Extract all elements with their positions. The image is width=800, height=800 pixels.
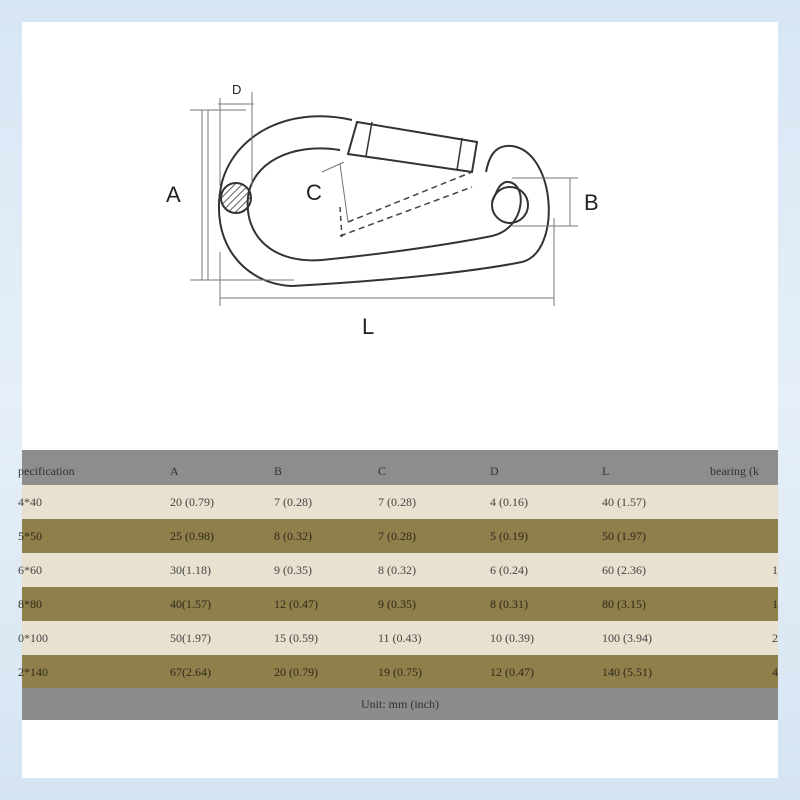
cell-d: 12 (0.47): [490, 665, 534, 679]
cell-b: 15 (0.59): [274, 631, 318, 645]
table-row: [18, 655, 778, 689]
cell-spec: 2*140: [18, 665, 48, 679]
cell-b: 20 (0.79): [274, 665, 318, 679]
cell-spec: 8*80: [18, 597, 42, 611]
cell-d: 5 (0.19): [490, 529, 528, 543]
product-image-frame: [18, 22, 778, 778]
cell-a: 30(1.18): [170, 563, 211, 577]
cell-d: 6 (0.24): [490, 563, 528, 577]
cell-l: 50 (1.97): [602, 529, 646, 543]
carabiner-inner-outline: [248, 148, 521, 260]
cell-a: 20 (0.79): [170, 495, 214, 509]
cell-c: 7 (0.28): [378, 529, 416, 543]
cell-b: 9 (0.35): [274, 563, 312, 577]
cell-c: 8 (0.32): [378, 563, 416, 577]
cell-a: 40(1.57): [170, 597, 211, 611]
cell-spec: 4*40: [18, 495, 42, 509]
label-l: L: [362, 314, 375, 339]
cell-bearing: 1: [772, 563, 778, 577]
cell-spec: 6*60: [18, 563, 42, 577]
cell-d: 10 (0.39): [490, 631, 534, 645]
table-row: [18, 553, 778, 587]
cell-bearing: 1: [772, 597, 778, 611]
cell-spec: 5*50: [18, 529, 42, 543]
cell-a: 50(1.97): [170, 631, 211, 645]
header-b: B: [274, 464, 283, 478]
label-a: A: [166, 182, 181, 207]
cell-b: 7 (0.28): [274, 495, 312, 509]
cell-c: 19 (0.75): [378, 665, 422, 679]
cell-l: 60 (2.36): [602, 563, 646, 577]
label-c: C: [306, 180, 322, 205]
table-header: [18, 450, 778, 485]
label-b: B: [584, 190, 599, 215]
table-row: [18, 587, 778, 621]
cell-bearing: 2: [772, 631, 778, 645]
cell-bearing: 4: [772, 665, 778, 679]
cell-a: 67(2.64): [170, 665, 211, 679]
cell-l: 40 (1.57): [602, 495, 646, 509]
spec-table: [18, 450, 778, 720]
header-bearing: bearing (k: [710, 464, 759, 478]
header-specification: pecification: [18, 464, 75, 478]
cell-b: 8 (0.32): [274, 529, 312, 543]
carabiner-diagram: [22, 22, 778, 452]
wire-section: [221, 183, 251, 213]
header-d: D: [490, 464, 499, 478]
table-row: [18, 485, 778, 519]
cell-d: 8 (0.31): [490, 597, 528, 611]
cell-c: 9 (0.35): [378, 597, 416, 611]
cell-b: 12 (0.47): [274, 597, 318, 611]
table-row: [18, 621, 778, 655]
table-row: [18, 519, 778, 553]
cell-l: 80 (3.15): [602, 597, 646, 611]
header-a: A: [170, 464, 179, 478]
cell-c: 7 (0.28): [378, 495, 416, 509]
header-c: C: [378, 464, 387, 478]
carabiner-eye: [492, 187, 528, 223]
cell-l: 140 (5.51): [602, 665, 652, 679]
cell-a: 25 (0.98): [170, 529, 214, 543]
cell-c: 11 (0.43): [378, 631, 422, 645]
cell-l: 100 (3.94): [602, 631, 652, 645]
header-l: L: [602, 464, 610, 478]
unit-note: Unit: mm (inch): [361, 697, 439, 711]
cell-d: 4 (0.16): [490, 495, 528, 509]
table-footer: [22, 688, 778, 720]
label-d: D: [232, 82, 242, 97]
cell-spec: 0*100: [18, 631, 48, 645]
